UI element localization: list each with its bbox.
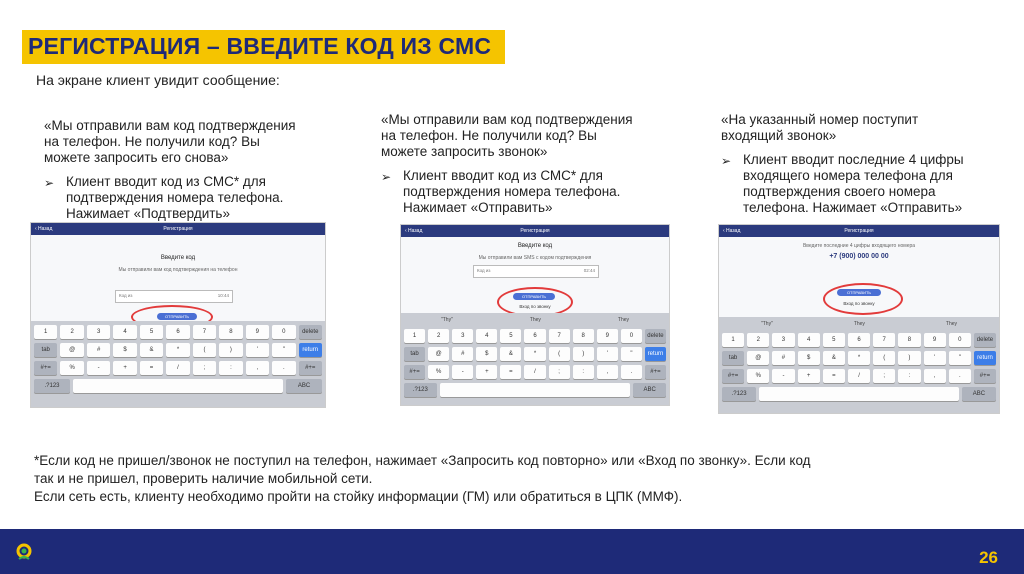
bullet: ➢ Клиент вводит последние 4 цифры входящего номера телефона для подтверждения своего номера телефона. Нажимает «Отправить» [721,152,964,215]
app-header [719,225,999,237]
screenshot-call-digits [718,224,1000,414]
call-login-link[interactable]: Вход по звонку [843,301,875,306]
call-login-link[interactable]: Вход по звонку [519,304,551,309]
arrow-bullet-icon: ➢ [44,176,55,190]
bullet: ➢ Клиент вводит код из СМС* для подтверждения номера телефона. Нажимает «Подтвердить» [44,174,284,221]
bullet: ➢ Клиент вводит код из СМС* для подтверждения номера телефона. Нажимает «Отправить» [381,168,621,215]
space-key[interactable] [440,383,631,397]
code-input[interactable]: Код из 02:44 [473,265,599,278]
footer-bar [0,529,1024,574]
space-key[interactable] [73,379,283,393]
intro-text: На экране клиент увидит сообщение: [36,72,280,88]
quote-text: «На указанный номер поступит входящий звонок» [721,112,919,143]
quote-text: «Мы отправили вам код подтверждения на телефон. Не получили код? Вы можете запросить его снова» [44,118,296,165]
onscreen-keyboard: "Тhу" Тhey Тhey 1 2 3 4 5 6 7 8 9 0 delete tab @ # $ & * ( ) ' " return #+= % - + = / ; : , . #+= .?123 ABC [401,313,669,405]
screen-info: Мы отправили вам код подтверждения на телефон [118,267,238,273]
arrow-bullet-icon: ➢ [721,154,732,168]
arrow-bullet-icon: ➢ [381,170,392,184]
app-header [401,225,669,237]
send-button[interactable]: ОТПРАВИТЬ [513,293,555,300]
screenshot-code-or-call [400,224,670,406]
quote-text: «Мы отправили вам код подтверждения на телефон. Не получили код? Вы можете запросить звонок» [381,112,633,159]
onscreen-keyboard: "Тhу" Тhey Тhey 1 2 3 4 5 6 7 8 9 0 delete tab @ # $ & * ( ) ' " return #+= % - + = / ; : , . #+= .?123 ABC [719,317,999,413]
back-link[interactable]: ‹ Назад [723,228,741,234]
screenshot-code-entry [30,222,326,408]
brand-logo-icon [14,542,34,562]
space-key[interactable] [759,387,959,401]
screen-info: Мы отправили вам SMS с кодом подтверждения [478,255,592,261]
send-button[interactable]: ОТПРАВИТЬ [157,313,197,320]
page-number: 26 [979,548,998,567]
send-button[interactable]: ОТПРАВИТЬ [837,289,881,296]
page-title: РЕГИСТРАЦИЯ – ВВЕДИТЕ КОД ИЗ СМС [28,33,492,59]
app-header [31,223,325,235]
back-link[interactable]: ‹ Назад [35,226,53,232]
back-link[interactable]: ‹ Назад [405,228,423,234]
highlight-circle [823,283,903,315]
code-input[interactable]: Код из 10:44 [115,290,233,303]
column-1 [44,118,344,222]
onscreen-keyboard: 1 2 3 4 5 6 7 8 9 0 delete tab @ # $ & * ( ) ' " return #+= % - + = / ; : , . #+= .?123 ABC [31,321,325,407]
screen-info: Введите последние 4 цифры входящего номера [802,243,916,249]
app-header-title: Регистрация [520,228,550,234]
column-2 [381,112,681,216]
screen-heading: Введите код [517,243,553,249]
phone-digits-input[interactable]: +7 (900) 000 00 00 [829,253,889,260]
app-header-title: Регистрация [844,228,874,234]
footnote: *Если код не пришел/звонок не поступил на телефон, нажимает «Запросить код повторно» или «Вход по звонку». Если код так и не пришел, проверить наличие мобильной сети. Если сеть есть, клиенту необходимо пройти на стойку информации (ГМ) или обратиться в ЦПК (ММФ). [34,453,811,504]
column-3 [721,112,1011,216]
screen-heading: Введите код [160,255,196,261]
app-header-title: Регистрация [163,226,193,232]
